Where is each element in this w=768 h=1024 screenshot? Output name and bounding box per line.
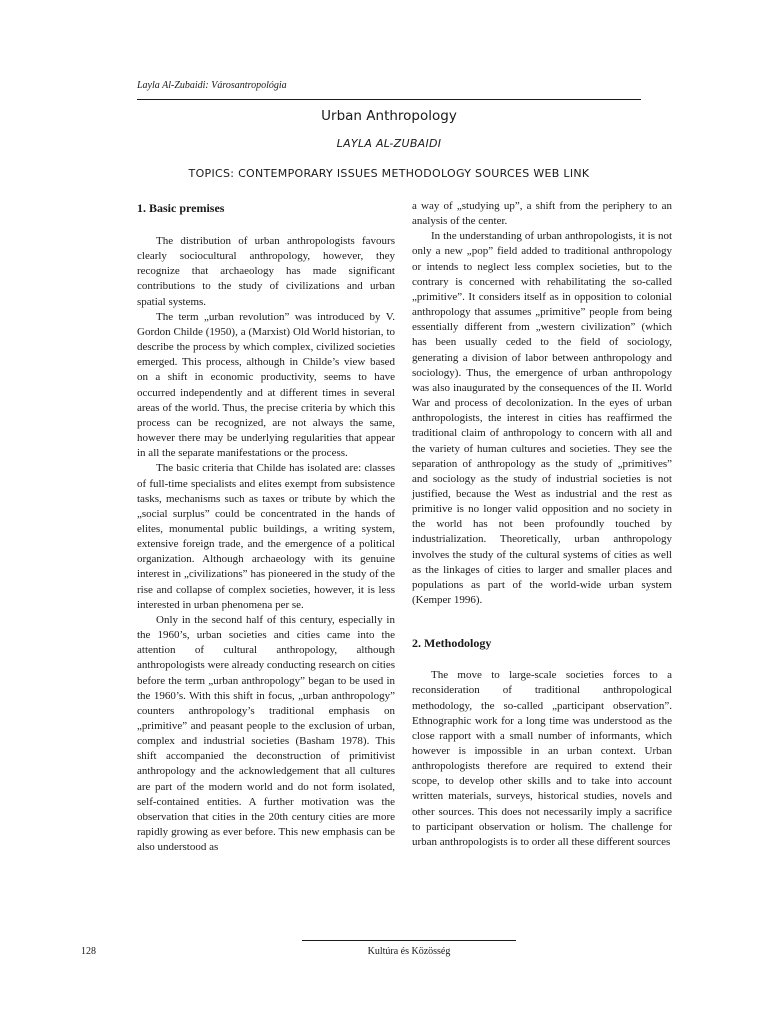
section-heading-methodology: 2. Methodology	[412, 636, 492, 651]
right-column	[412, 199, 672, 850]
page-number: 128	[81, 946, 96, 957]
paragraph: The move to large-scale societies forces to a reconsideration of traditional anthropological methodology, the so-called „participant observation”. Ethnographic work for a long time was understood as the close rapport with a small number of informants, which however is impossible in an urban context. Urban anthropologists therefore are required to extend their scope, to develop other skills and to take into account written materials, surveys, historical studies, novels and other sources. This does not necessarily imply a sacrifice to participant observation or holism. The challenge for urban anthropologists is to order all these different sources	[412, 669, 672, 848]
paragraph: The distribution of urban anthropologists favours clearly sociocultural anthropology, however, they recognize that archaeology has made significant contributions to the study of civilizations and urban spatial systems.	[137, 235, 395, 308]
footer-rule	[302, 940, 516, 941]
paragraph: a way of „studying up”, a shift from the periphery to an analysis of the center.	[412, 200, 672, 228]
paragraph: The basic criteria that Childe has isolated are: classes of full-time specialists and elites exempt from subsistence tasks, mechanisms such as taxes or tribute by which the „social surplus” could be concentrated in the hands of elites, monumental public buildings, a writing system, extensive foreign trade, and the emergence of a political organization. Although archaeology with its genuine interest in „civilizations” has pioneered in the study of the rise and collapse of complex societies, however, it is less interested in urban phenomena per se.	[137, 462, 395, 611]
paragraph: The term „urban revolution” was introduced by V. Gordon Childe (1950), a (Marxist) Old World historian, to describe the process by which complex, civilized societies emerged. This process, although in Childe’s view based on a shift in economic productivity, seems to have occurred independently and at different times in several areas of the world. Thus, the precise criteria by which this process can be recognized, are not always the same, however there may be underlying regularities that appear in all the separate manifestations or the process.	[137, 310, 395, 460]
paragraph: Only in the second half of this century, especially in the 1960’s, urban societies and cities came into the attention of cultural anthropology, although anthropologists were already conducting research on cities before the term „urban anthropology” began to be used in the 1960’s. With this shift in focus, „urban anthropology” counters anthropology’s traditional emphasis on „primitive” and peasant people to the exclusion of urban, complex and industrial societies (Basham 1978). This shift accompanied the deconstruction of primitivist anthropology and the acknowledgement that all cultures are part of the modern world and do not form isolated, self-contained entities. A further motivation was the observation that cities in the 20th century cities are more rapidly growing as ever before. This new emphasis can be also understood as	[137, 613, 395, 854]
section-heading-basic-premises: 1. Basic premises	[137, 201, 225, 215]
paragraph: In the understanding of urban anthropologists, it is not only a new „pop” field added to traditional anthropology or intends to neglect less complex societies, but to the contrary is concerned with rehabilitating the so-called „primitive”. It considers itself as in opposition to colonial anthropology that assumes „primitive” people from being essentially different from „western civilization” (which has been usually ceded to the field of sociology, generating a division of labor between anthropology and sociology). Thus, the emergence of urban anthropology was also inaugurated by the consequences of the II. World War and process of decolonization. In the eyes of urban anthropologists, the interest in cities has reaffirmed the traditional claim of anthropology to concern with all and the variety of human cultures and societies. They see the separation of anthropology as the study of „primitives” and sociology as the study of industrial societies is not justified, because the West as industrial and the rest as primitive is no longer valid opposition and no society in the world has not been profoundly touched by industrialization. Theoretically, urban anthropology involves the study of the cultural systems of cities as well as the linkages of cities to larger and smaller places and populations as part of the world-wide urban system (Kemper 1996).	[412, 230, 672, 607]
header-rule	[137, 99, 641, 100]
running-header: Layla Al-Zubaidi: Városantropológia	[137, 80, 287, 91]
document-topics: TOPICS: CONTEMPORARY ISSUES METHODOLOGY SOURCES WEB LINK	[188, 167, 590, 180]
journal-name: Kultúra és Közösség	[367, 946, 451, 957]
left-column	[137, 199, 395, 855]
document-author: LAYLA AL-ZUBAIDI	[336, 137, 442, 150]
document-title: Urban Anthropology	[321, 108, 457, 124]
